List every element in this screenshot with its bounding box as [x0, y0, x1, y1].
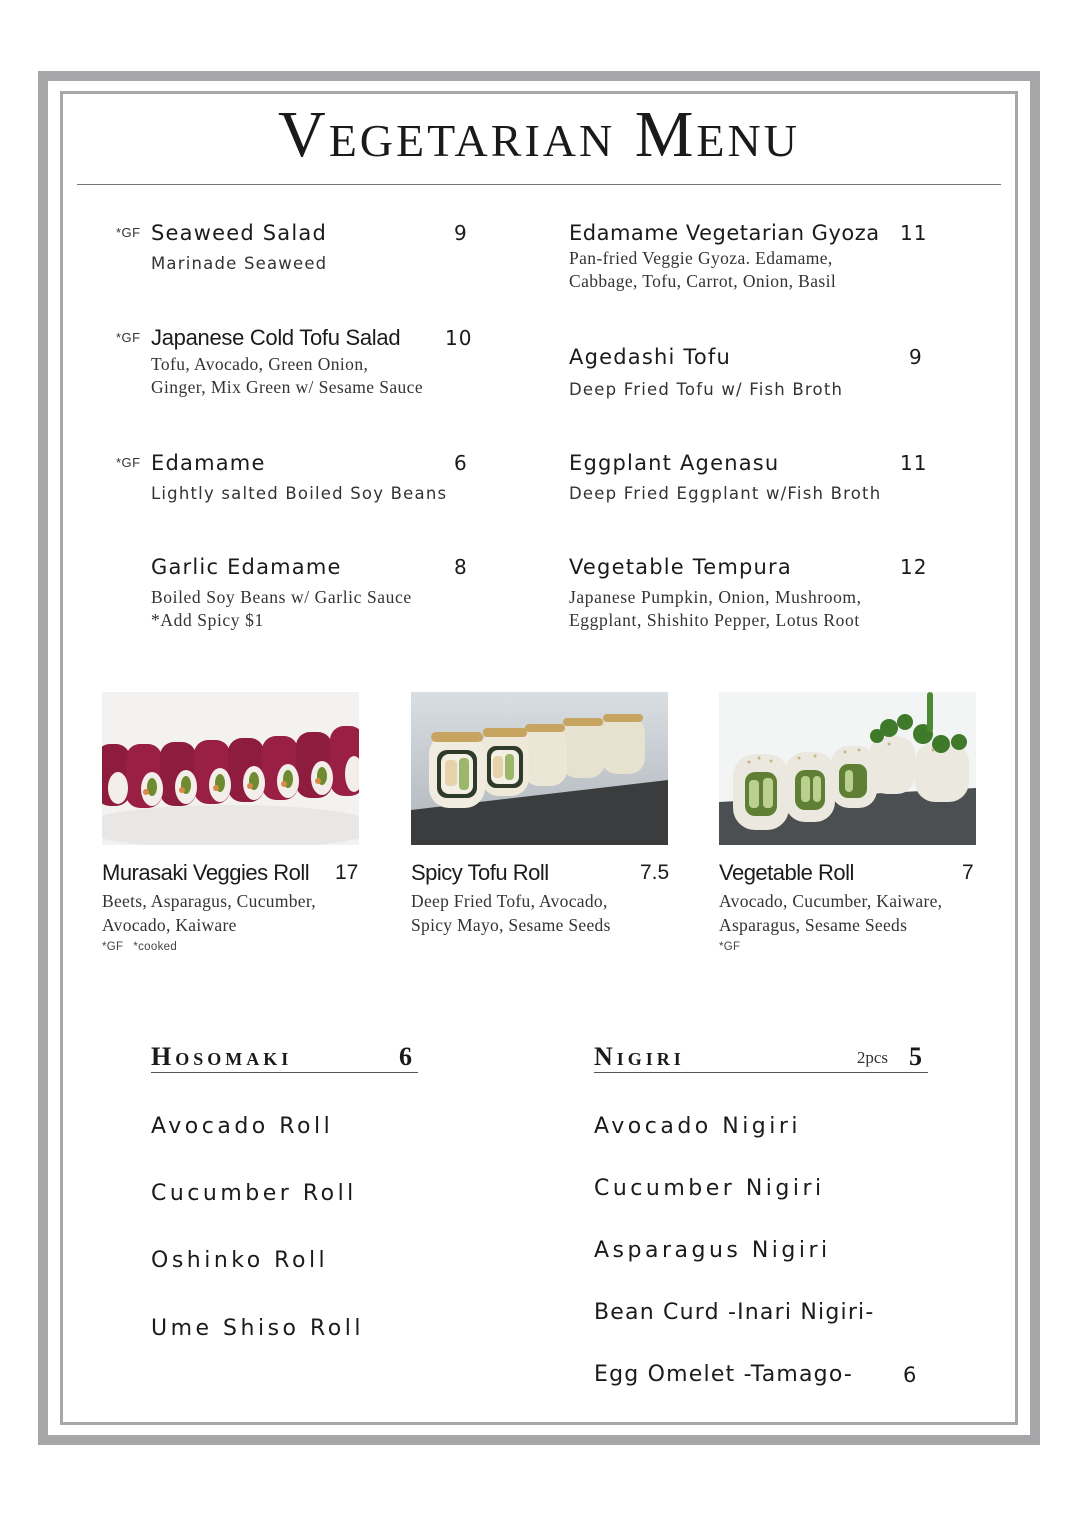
- hosomaki-item: Avocado Roll: [151, 1114, 334, 1139]
- item-desc: Marinade Seaweed: [151, 254, 328, 273]
- menu-item-cold-tofu-salad: [116, 325, 473, 399]
- roll-desc: Asparagus, Sesame Seeds: [719, 915, 908, 935]
- nigiri-item: Avocado Nigiri: [594, 1114, 802, 1139]
- roll-name: Vegetable Roll: [719, 860, 854, 885]
- roll-tags: [719, 941, 977, 953]
- section-title: Hosomaki: [151, 1042, 293, 1071]
- roll-desc: Avocado, Kaiware: [102, 915, 237, 935]
- section-title: Nigiri: [594, 1042, 685, 1071]
- item-name: Edamame Vegetarian Gyoza: [569, 221, 880, 245]
- item-price: 11: [900, 451, 928, 475]
- hosomaki-header: [151, 1042, 418, 1073]
- roll-vegetable: [719, 860, 977, 953]
- roll-desc: Avocado, Cucumber, Kaiware,: [719, 891, 943, 911]
- item-desc: Deep Fried Eggplant w/Fish Broth: [569, 484, 882, 503]
- item-desc: Tofu, Avocado, Green Onion,: [151, 354, 369, 374]
- hosomaki-item: Cucumber Roll: [151, 1181, 357, 1206]
- item-price: 12: [900, 555, 928, 579]
- tamago-price: 6: [903, 1363, 917, 1387]
- nigiri-item: Asparagus Nigiri: [594, 1238, 831, 1263]
- item-price: 9: [909, 345, 923, 369]
- item-desc: Pan-fried Veggie Gyoza. Edamame,: [569, 248, 833, 268]
- nigiri-item: Cucumber Nigiri: [594, 1176, 825, 1201]
- spicy-tofu-roll-photo: [411, 692, 668, 845]
- roll-murasaki-veggies: [102, 860, 360, 953]
- item-name: Vegetable Tempura: [569, 555, 792, 579]
- item-desc: Cabbage, Tofu, Carrot, Onion, Basil: [569, 271, 837, 291]
- menu-item-seaweed-salad: [116, 220, 471, 275]
- item-desc: Lightly salted Boiled Soy Beans: [151, 484, 448, 503]
- menu-item-garlic-edamame: [151, 554, 471, 632]
- gluten-free-tag: *GF: [102, 941, 124, 953]
- menu-item-vegetable-tempura: [569, 554, 929, 632]
- item-name: Agedashi Tofu: [569, 345, 731, 369]
- roll-price: 17: [335, 861, 359, 884]
- roll-price: 7.5: [640, 861, 670, 884]
- gluten-free-tag: *GF: [116, 455, 141, 470]
- menu-item-eggplant-agenasu: [569, 450, 929, 505]
- gluten-free-tag: *GF: [116, 330, 141, 345]
- item-desc: Boiled Soy Beans w/ Garlic Sauce: [151, 587, 412, 607]
- section-price: 6: [399, 1042, 412, 1071]
- item-desc: Japanese Pumpkin, Onion, Mushroom,: [569, 587, 862, 607]
- item-price: 11: [900, 221, 928, 245]
- section-price: 5: [909, 1042, 922, 1071]
- menu-item-edamame: [116, 450, 471, 505]
- gluten-free-tag: *GF: [116, 225, 141, 240]
- hosomaki-item: Oshinko Roll: [151, 1248, 329, 1273]
- cooked-tag: *cooked: [133, 941, 178, 953]
- menu-item-agedashi-tofu: [569, 344, 929, 401]
- item-desc: Deep Fried Tofu w/ Fish Broth: [569, 380, 844, 399]
- roll-name: Murasaki Veggies Roll: [102, 860, 310, 885]
- item-price: 9: [454, 221, 468, 245]
- roll-desc: Beets, Asparagus, Cucumber,: [102, 891, 316, 911]
- item-price: 10: [445, 326, 473, 350]
- item-name: Edamame: [151, 451, 266, 475]
- roll-name: Spicy Tofu Roll: [411, 860, 549, 885]
- pieces-count: 2pcs: [856, 1048, 888, 1067]
- item-name: Japanese Cold Tofu Salad: [151, 325, 401, 350]
- vegetable-roll-photo: [719, 692, 976, 845]
- title-divider: [77, 184, 1001, 185]
- item-desc: Ginger, Mix Green w/ Sesame Sauce: [151, 377, 424, 397]
- item-price: 6: [454, 451, 468, 475]
- roll-desc: Spicy Mayo, Sesame Seeds: [411, 915, 611, 935]
- hosomaki-item: Ume Shiso Roll: [151, 1316, 364, 1341]
- roll-tags: [102, 941, 360, 953]
- item-desc: Eggplant, Shishito Pepper, Lotus Root: [569, 610, 860, 630]
- nigiri-item: Bean Curd -Inari Nigiri-: [594, 1300, 875, 1325]
- item-name: Eggplant Agenasu: [569, 451, 780, 475]
- roll-price: 7: [962, 861, 974, 884]
- roll-spicy-tofu: [411, 860, 669, 937]
- nigiri-item: Egg Omelet -Tamago-: [594, 1362, 854, 1387]
- item-name: Garlic Edamame: [151, 555, 342, 579]
- item-name: Seaweed Salad: [151, 221, 327, 245]
- beet-wrapped-sushi-roll-photo: [102, 692, 359, 845]
- gluten-free-tag: *GF: [719, 941, 741, 953]
- menu-item-vegetarian-gyoza: [569, 220, 929, 293]
- item-price: 8: [454, 555, 468, 579]
- roll-desc: Deep Fried Tofu, Avocado,: [411, 891, 608, 911]
- item-desc: *Add Spicy $1: [151, 610, 264, 630]
- nigiri-header: [594, 1042, 928, 1073]
- menu-title: Vegetarian Menu: [278, 98, 800, 171]
